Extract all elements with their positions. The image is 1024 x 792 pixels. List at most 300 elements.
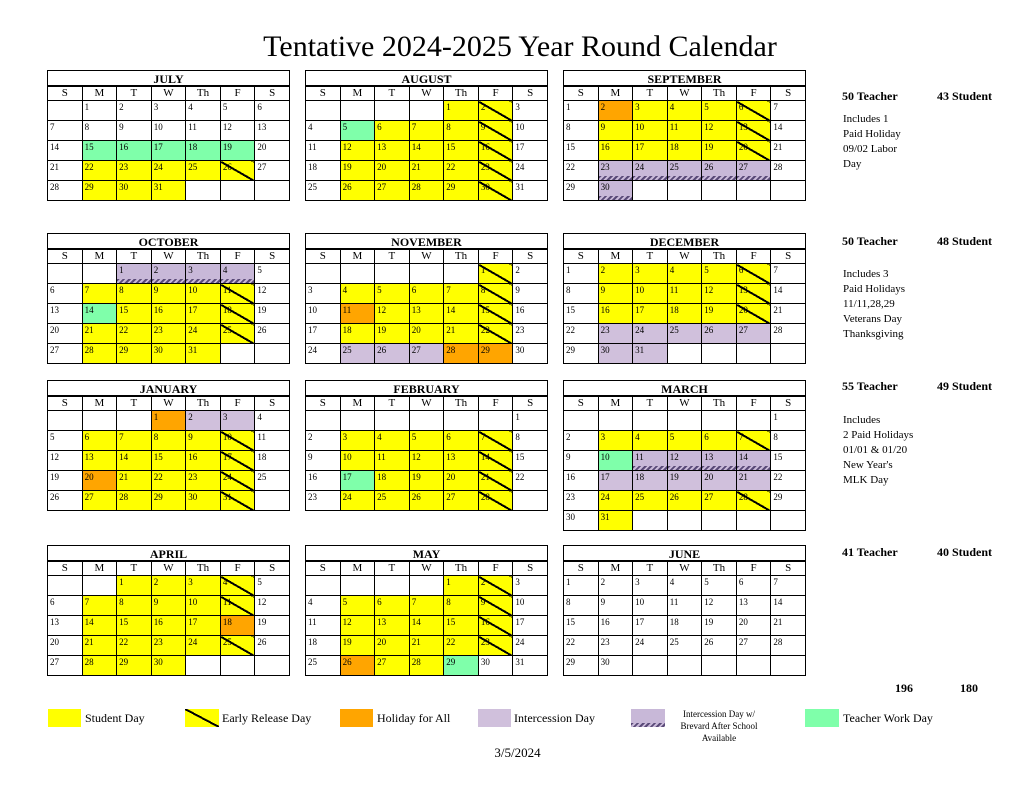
weekday-header: S [513,250,548,264]
day-cell [702,324,737,344]
day-number: 1 [153,412,159,422]
day-number: 21 [773,142,783,152]
day-number: 25 [257,472,267,482]
day-number: 25 [308,657,317,667]
day-number: 26 [377,345,387,355]
day-number: 20 [377,162,387,172]
day-number: 3 [222,412,228,422]
day-cell [409,264,444,284]
day-number: 18 [308,637,317,647]
day-number: 26 [342,182,352,192]
day-cell [702,141,737,161]
day-cell [151,121,186,141]
weekday-header: Th [444,87,479,101]
day-cell [736,181,771,201]
day-cell [478,304,513,324]
month-title: AUGUST [305,70,548,86]
day-number: 2 [153,265,159,275]
day-number: 20 [50,325,59,335]
day-cell [151,264,186,284]
day-cell [771,121,806,141]
day-number: 19 [257,617,267,627]
day-cell [48,284,83,304]
day-cell [667,636,702,656]
day-number: 12 [411,452,421,462]
day-number: 19 [342,162,352,172]
day-cell [702,121,737,141]
day-number: 23 [153,325,163,335]
day-cell [598,141,633,161]
day-cell [409,141,444,161]
weekday-header: W [409,397,444,411]
day-number: 18 [669,305,679,315]
day-cell [340,616,375,636]
day-number: 9 [308,452,313,462]
day-number: 16 [515,305,525,315]
day-number: 20 [738,142,748,152]
day-cell [667,101,702,121]
weekday-header: F [478,250,513,264]
day-cell [82,324,117,344]
week-row [306,616,548,636]
day-cell [306,161,341,181]
day-number: 13 [50,305,59,315]
day-cell [633,491,668,511]
note-line: Includes 1 [843,113,889,125]
day-cell [186,471,221,491]
day-number: 7 [84,597,90,607]
day-number: 27 [257,162,267,172]
day-number: 16 [600,142,610,152]
day-number: 29 [84,182,94,192]
week-row [306,451,548,471]
week-row [48,471,290,491]
day-cell [409,411,444,431]
quarter-4-summary [842,545,992,560]
day-number: 28 [84,657,94,667]
weekday-header: T [117,87,152,101]
month-may [305,545,548,676]
total-teacher-days: 196 [895,681,913,695]
day-number: 7 [773,102,778,112]
day-number: 1 [566,102,571,112]
intercession-swatch [478,709,511,727]
day-number: 19 [342,637,352,647]
weekday-header: W [151,250,186,264]
day-cell [667,616,702,636]
weekday-header: T [375,562,410,576]
day-cell [513,344,548,364]
week-row [306,264,548,284]
day-cell [736,596,771,616]
day-cell [702,511,737,531]
day-number: 13 [446,452,456,462]
day-number: 5 [257,577,262,587]
day-number: 6 [738,265,744,275]
day-number: 25 [377,492,387,502]
weekday-header: T [117,562,152,576]
day-cell [736,576,771,596]
day-number: 3 [515,102,520,112]
day-cell [48,304,83,324]
day-cell [409,471,444,491]
day-cell [736,511,771,531]
day-number: 4 [222,265,228,275]
weekday-header: F [220,397,255,411]
day-cell [478,576,513,596]
day-number: 5 [377,285,382,295]
day-number: 16 [153,617,163,627]
day-cell [667,451,702,471]
week-row [564,451,806,471]
day-cell [117,141,152,161]
day-number: 21 [119,472,129,482]
month-title: DECEMBER [563,233,806,249]
day-number: 4 [222,577,228,587]
day-number: 26 [704,325,714,335]
day-number: 15 [566,142,575,152]
day-number: 31 [188,345,198,355]
day-number: 27 [738,162,748,172]
day-cell [598,576,633,596]
day-cell [513,101,548,121]
day-cell [151,141,186,161]
day-cell [513,411,548,431]
day-number: 10 [515,122,525,132]
day-cell [478,451,513,471]
day-number: 8 [119,597,124,607]
legend-line: Available [701,733,737,743]
weekday-header: Th [702,397,737,411]
day-cell [667,284,702,304]
day-number: 26 [669,492,679,502]
day-cell [48,491,83,511]
day-cell [220,304,255,324]
day-cell [771,576,806,596]
day-cell [117,596,152,616]
day-cell [667,431,702,451]
week-row [564,491,806,511]
day-number: 27 [446,492,456,502]
weekday-header: S [255,87,290,101]
day-cell [117,264,152,284]
day-number: 17 [342,472,352,482]
day-cell [409,576,444,596]
week-row [564,181,806,201]
day-number: 14 [738,452,748,462]
day-cell [444,121,479,141]
day-number: 2 [119,102,124,112]
day-number: 12 [377,305,387,315]
day-cell [186,636,221,656]
day-number: 4 [669,265,675,275]
day-cell [186,411,221,431]
day-cell [564,411,599,431]
day-number: 23 [153,637,163,647]
day-cell [48,656,83,676]
day-number: 30 [480,182,490,192]
day-number: 1 [566,265,571,275]
day-cell [186,161,221,181]
day-number: 16 [119,142,129,152]
day-cell [564,181,599,201]
week-row [306,304,548,324]
day-cell [702,491,737,511]
quarter-2-summary [842,234,992,249]
week-row [564,324,806,344]
day-cell [771,264,806,284]
day-number: 19 [257,305,267,315]
day-cell [667,596,702,616]
day-number: 11 [342,305,352,315]
day-cell [82,576,117,596]
day-cell [667,304,702,324]
day-number: 19 [704,305,714,315]
day-cell [306,411,341,431]
day-number: 21 [738,472,748,482]
day-cell [771,284,806,304]
day-cell [771,451,806,471]
day-number: 29 [480,345,490,355]
weekday-header: M [598,397,633,411]
day-cell [633,101,668,121]
student-days: 43 Student [937,89,993,103]
day-number: 1 [446,102,451,112]
day-cell [633,636,668,656]
day-cell [48,181,83,201]
day-number: 9 [153,597,159,607]
day-number: 17 [188,305,198,315]
day-cell [598,656,633,676]
day-cell [409,121,444,141]
day-number: 24 [222,472,232,482]
day-cell [513,616,548,636]
day-cell [48,616,83,636]
day-cell [340,576,375,596]
weekday-header: T [633,397,668,411]
day-cell [48,471,83,491]
day-cell [340,324,375,344]
day-number: 13 [50,617,59,627]
weekday-header: S [564,397,599,411]
day-cell [151,491,186,511]
weekday-header: T [375,87,410,101]
day-cell [306,141,341,161]
week-row [306,636,548,656]
day-number: 8 [566,122,571,132]
week-row [306,141,548,161]
day-number: 21 [773,617,783,627]
day-number: 11 [669,597,679,607]
day-cell [340,284,375,304]
day-number: 28 [411,182,421,192]
day-cell [564,284,599,304]
day-cell [598,304,633,324]
day-number: 19 [50,472,59,482]
day-cell [667,491,702,511]
day-number: 23 [600,637,610,647]
day-cell [598,511,633,531]
day-cell [306,284,341,304]
day-number: 1 [773,412,778,422]
day-number: 24 [635,637,645,647]
weekday-header: F [478,87,513,101]
day-number: 13 [704,452,714,462]
quarter-3-notes [843,413,913,488]
day-cell [117,471,152,491]
day-number: 8 [446,597,451,607]
day-cell [375,304,410,324]
day-number: 14 [480,452,490,462]
day-cell [598,264,633,284]
day-number: 6 [50,285,55,295]
day-cell [82,284,117,304]
day-cell [186,596,221,616]
day-cell [771,471,806,491]
day-number: 21 [773,305,783,315]
week-row [48,636,290,656]
day-cell [82,491,117,511]
day-cell [255,264,290,284]
day-cell [633,264,668,284]
day-number: 19 [669,472,679,482]
day-number: 7 [738,432,744,442]
early-release-swatch [185,709,219,727]
day-cell [409,451,444,471]
weekday-header: F [220,87,255,101]
day-number: 21 [84,325,94,335]
day-number: 18 [257,452,267,462]
day-cell [117,451,152,471]
day-cell [513,596,548,616]
day-number: 17 [635,142,645,152]
day-cell [255,471,290,491]
day-cell [82,121,117,141]
day-cell [151,636,186,656]
day-cell [444,431,479,451]
day-cell [702,471,737,491]
day-cell [444,656,479,676]
note-line: Paid Holiday [843,128,901,140]
day-cell [186,324,221,344]
day-cell [736,471,771,491]
weekday-header: W [151,397,186,411]
week-row [306,284,548,304]
day-number: 9 [153,285,159,295]
day-cell [82,264,117,284]
day-cell [702,411,737,431]
day-cell [513,141,548,161]
day-number: 2 [480,102,486,112]
day-cell [564,344,599,364]
day-cell [444,491,479,511]
day-number: 18 [669,142,679,152]
weekday-header: M [598,87,633,101]
day-number: 31 [635,345,645,355]
week-row [306,471,548,491]
day-cell [667,471,702,491]
day-cell [220,431,255,451]
day-number: 9 [600,597,606,607]
day-cell [375,596,410,616]
day-number: 17 [635,617,645,627]
day-number: 11 [669,285,679,295]
day-cell [633,284,668,304]
day-cell [736,264,771,284]
day-cell [220,636,255,656]
day-number: 8 [84,122,90,132]
day-cell [598,284,633,304]
day-number: 6 [704,432,709,442]
weekday-header: S [48,87,83,101]
day-cell [220,451,255,471]
week-row [564,656,806,676]
weekday-header: S [771,87,806,101]
day-number: 27 [704,492,714,502]
day-number: 20 [50,637,59,647]
day-cell [306,491,341,511]
day-cell [564,636,599,656]
weekday-header: S [513,562,548,576]
day-number: 5 [342,597,348,607]
day-cell [375,616,410,636]
day-cell [736,636,771,656]
day-cell [478,141,513,161]
day-number: 23 [480,637,490,647]
day-number: 2 [480,577,486,587]
week-row [48,101,290,121]
quarter-3-summary [842,379,992,394]
day-cell [702,431,737,451]
day-cell [633,656,668,676]
day-cell [48,141,83,161]
total-student-days: 180 [960,681,978,695]
day-cell [220,491,255,511]
day-cell [255,576,290,596]
day-number: 28 [480,492,490,502]
weekday-header: M [82,87,117,101]
day-number: 31 [600,512,610,522]
day-cell [598,596,633,616]
weekday-header: W [667,562,702,576]
day-number: 2 [600,265,606,275]
week-row [564,636,806,656]
day-cell [186,304,221,324]
month-february [305,380,548,511]
day-number: 22 [480,325,490,335]
day-cell [186,616,221,636]
day-number: 25 [635,492,645,502]
day-number: 4 [308,597,313,607]
day-cell [598,616,633,636]
weekday-header: W [151,87,186,101]
day-cell [306,656,341,676]
day-cell [375,284,410,304]
day-number: 27 [50,345,59,355]
weekday-header: S [255,250,290,264]
month-title: NOVEMBER [305,233,548,249]
day-number: 21 [411,162,421,172]
day-cell [667,141,702,161]
weekday-header: T [633,250,668,264]
month-june [563,545,806,676]
day-number: 2 [188,412,193,422]
note-line: 2 Paid Holidays [843,429,914,441]
week-row [48,181,290,201]
day-number: 14 [773,122,783,132]
day-cell [375,264,410,284]
day-number: 6 [738,577,744,587]
